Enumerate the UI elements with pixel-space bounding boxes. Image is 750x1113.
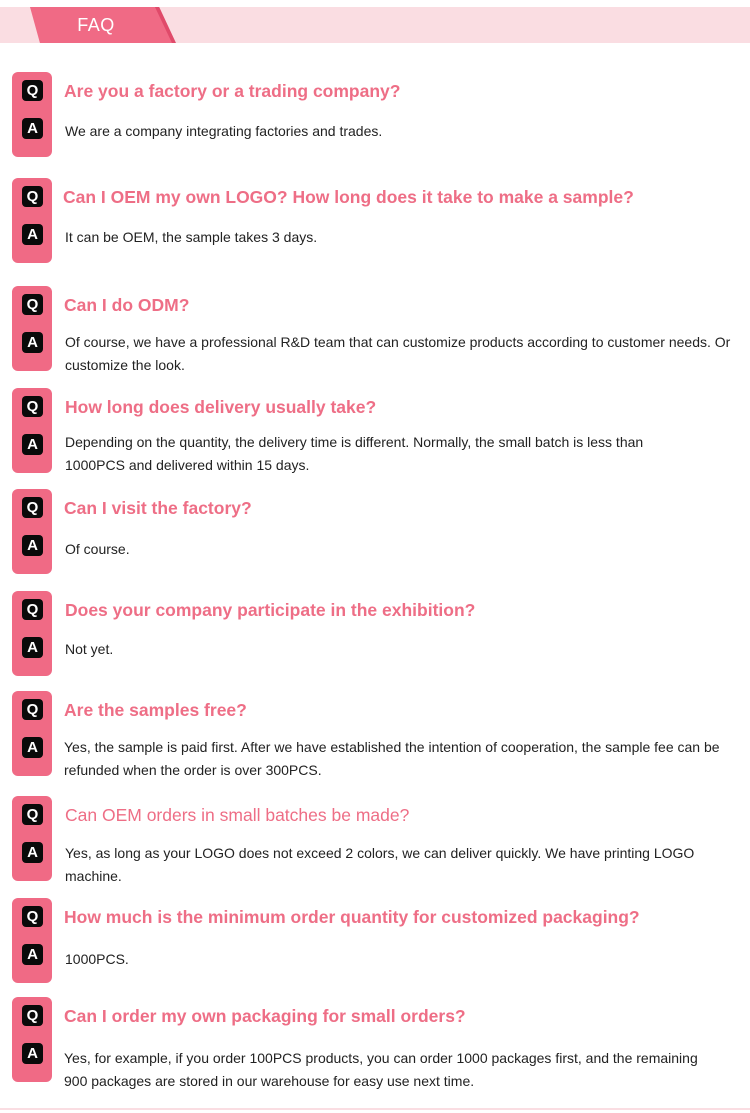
- faq-question: Are you a factory or a trading company?: [64, 81, 401, 101]
- q-icon: Q: [22, 1005, 43, 1026]
- faq-question: Can I do ODM?: [64, 295, 190, 315]
- q-icon: Q: [22, 497, 43, 518]
- q-icon: Q: [22, 80, 43, 101]
- qa-badge: [12, 72, 52, 157]
- faq-question: How much is the minimum order quantity for customized packaging?: [64, 907, 640, 927]
- a-icon: A: [22, 944, 43, 965]
- q-icon: Q: [22, 294, 43, 315]
- a-icon: A: [22, 737, 43, 758]
- a-icon: A: [22, 637, 43, 658]
- qa-badge: [12, 997, 52, 1082]
- qa-badge: [12, 898, 52, 983]
- a-icon: A: [22, 118, 43, 139]
- faq-question: Can I OEM my own LOGO? How long does it take to make a sample?: [63, 187, 634, 207]
- a-icon: A: [22, 434, 43, 455]
- page-title: FAQ: [77, 15, 115, 35]
- qa-badge: [12, 796, 52, 881]
- qa-badge: [12, 489, 52, 574]
- q-icon: Q: [22, 906, 43, 927]
- faq-answer: Of course, we have a professional R&D team that can customize products according to customer needs. Or customize the look.: [65, 334, 731, 373]
- a-icon: A: [22, 1043, 43, 1064]
- a-icon: A: [22, 842, 43, 863]
- faq-answer: Yes, the sample is paid first. After we have established the intention of cooperation, the sample fee can be refunded when the order is over 300PCS.: [64, 739, 720, 778]
- a-icon: A: [22, 224, 43, 245]
- faq-answer: Of course.: [65, 541, 130, 557]
- faq-answer: It can be OEM, the sample takes 3 days.: [65, 229, 318, 245]
- q-icon: Q: [22, 699, 43, 720]
- q-icon: Q: [22, 186, 43, 207]
- qa-badge: [12, 286, 52, 371]
- faq-question: Can I visit the factory?: [64, 498, 252, 518]
- faq-answer: Yes, for example, if you order 100PCS products, you can order 1000 packages first, and the remaining 900 packages are stored in our warehouse for easy use next time.: [64, 1050, 698, 1089]
- faq-question: Can I order my own packaging for small orders?: [64, 1006, 466, 1026]
- faq-answer: Depending on the quantity, the delivery time is different. Normally, the small batch is less than 1000PCS and delivered within 15 days.: [65, 434, 644, 473]
- faq-answer: We are a company integrating factories and trades.: [65, 123, 383, 139]
- faq-question: How long does delivery usually take?: [65, 397, 377, 417]
- qa-badge: [12, 691, 52, 776]
- faq-answer: 1000PCS.: [65, 951, 129, 967]
- bottom-divider: [0, 1108, 750, 1110]
- faq-question: Are the samples free?: [64, 700, 247, 720]
- faq-answer: Yes, as long as your LOGO does not exceed 2 colors, we can deliver quickly. We have printing LOGO machine.: [65, 845, 695, 884]
- a-icon: A: [22, 535, 43, 556]
- qa-badge: [12, 388, 52, 473]
- qa-badge: [12, 591, 52, 676]
- q-icon: Q: [22, 804, 43, 825]
- q-icon: Q: [22, 599, 43, 620]
- faq-question: Does your company participate in the exhibition?: [65, 600, 476, 620]
- a-icon: A: [22, 332, 43, 353]
- faq-answer: Not yet.: [65, 641, 114, 657]
- qa-badge: [12, 178, 52, 263]
- q-icon: Q: [22, 396, 43, 417]
- faq-question: Can OEM orders in small batches be made?: [65, 805, 410, 825]
